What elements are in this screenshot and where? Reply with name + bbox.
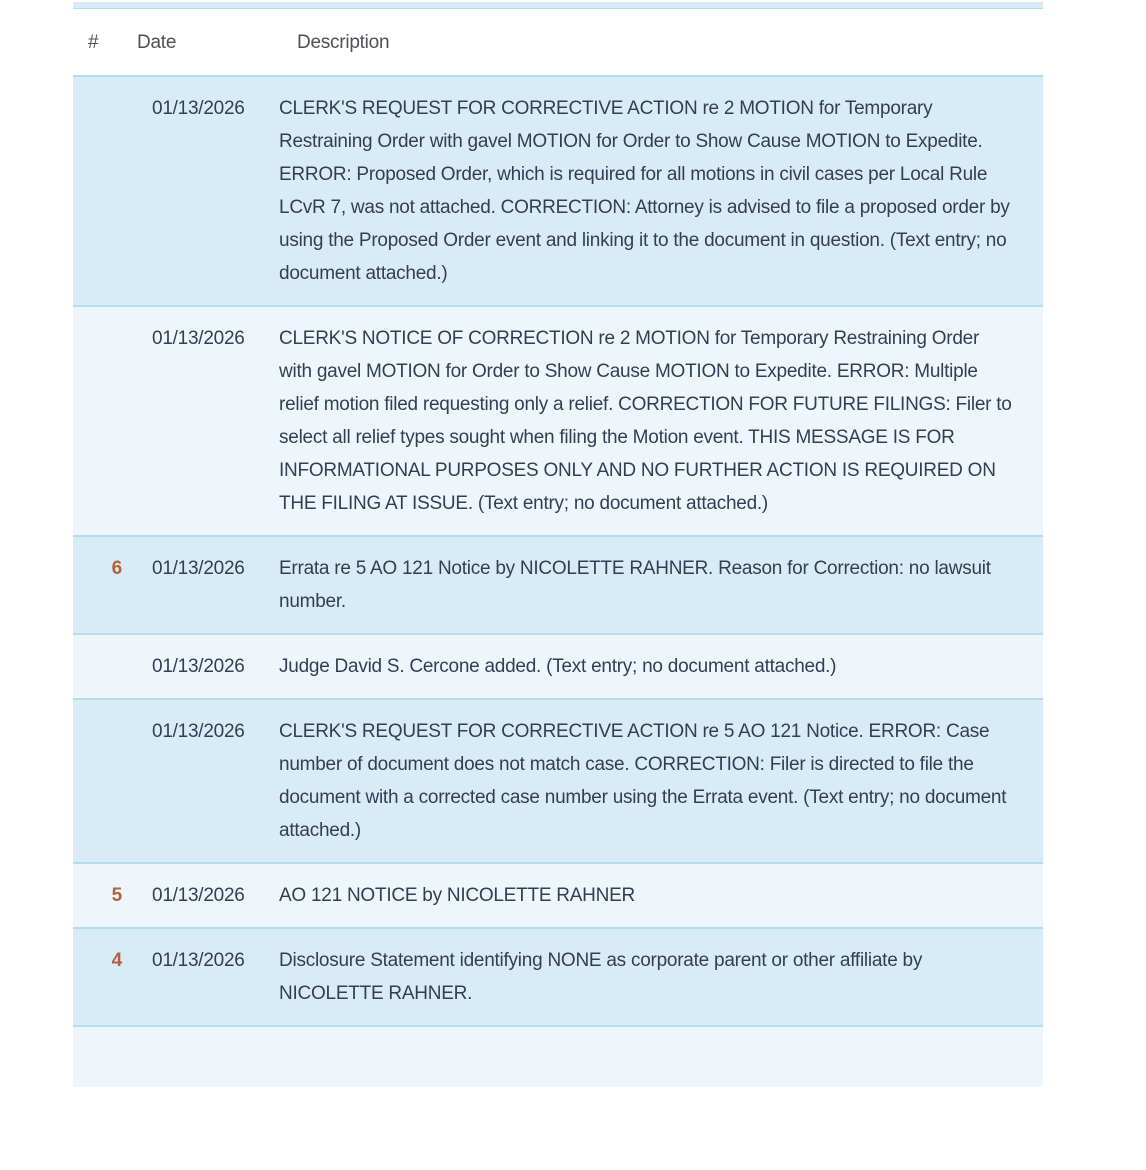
column-header-date: Date bbox=[130, 9, 278, 76]
entry-date bbox=[130, 1026, 278, 1087]
entry-description: CLERK'S REQUEST FOR CORRECTIVE ACTION re 5 AO 121 Notice. ERROR: Case number of document does not match case. CORRECTION: Filer is directed to file the document with a corrected case number using the Errata event. (Text entry; no document attached.) bbox=[279, 721, 1007, 841]
entry-number-cell bbox=[73, 699, 130, 863]
entry-date: 01/13/2026 bbox=[152, 950, 245, 971]
entry-description: Errata re 5 AO 121 Notice by NICOLETTE RAHNER. Reason for Correction: no lawsuit number. bbox=[279, 558, 991, 612]
entry-date: 01/13/2026 bbox=[152, 98, 245, 119]
entry-number-cell bbox=[73, 634, 130, 699]
entry-description: Judge David S. Cercone added. (Text entry; no document attached.) bbox=[279, 656, 837, 677]
column-header-description: Description bbox=[278, 9, 1043, 76]
previous-row-partial bbox=[73, 2, 1043, 9]
docket-entries-panel bbox=[73, 0, 1043, 1087]
entry-date: 01/13/2026 bbox=[152, 885, 245, 906]
table-row bbox=[73, 306, 1043, 536]
entry-number-cell bbox=[73, 76, 130, 306]
table-row bbox=[73, 76, 1043, 306]
entry-number-cell bbox=[73, 863, 130, 928]
docket-entries-table bbox=[73, 9, 1043, 1087]
entry-description bbox=[278, 1026, 1043, 1087]
entry-date: 01/13/2026 bbox=[152, 721, 245, 742]
table-row bbox=[73, 928, 1043, 1026]
entry-number-link[interactable]: 6 bbox=[111, 558, 122, 579]
table-row bbox=[73, 634, 1043, 699]
entry-description: AO 121 NOTICE by NICOLETTE RAHNER bbox=[279, 885, 635, 906]
entry-description: Disclosure Statement identifying NONE as corporate parent or other affiliate by NICOLETTE RAHNER. bbox=[279, 950, 923, 1004]
entry-number-cell bbox=[73, 306, 130, 536]
column-header-number: # bbox=[73, 9, 130, 76]
entry-number-link[interactable]: 5 bbox=[111, 885, 122, 906]
table-row bbox=[73, 863, 1043, 928]
entry-number-cell bbox=[73, 1026, 130, 1087]
entry-date: 01/13/2026 bbox=[152, 328, 245, 349]
entry-date: 01/13/2026 bbox=[152, 558, 245, 579]
entry-description: CLERK'S NOTICE OF CORRECTION re 2 MOTION for Temporary Restraining Order with gavel MOTION for Order to Show Cause MOTION to Expedite. ERROR: Multiple relief motion filed requesting only a relief. CORRECTION FOR FUTURE FILINGS: Filer to select all relief types sought when filing the Motion event. THIS MESSAGE IS FOR INFORMATIONAL PURPOSES ONLY AND NO FURTHER ACTION IS REQUIRED ON THE FILING AT ISSUE. (Text entry; no document attached.) bbox=[279, 328, 1012, 514]
entry-number-cell bbox=[73, 928, 130, 1026]
table-row-partial bbox=[73, 1026, 1043, 1087]
table-row bbox=[73, 699, 1043, 863]
table-row bbox=[73, 536, 1043, 634]
entry-number-cell bbox=[73, 536, 130, 634]
entry-number-link[interactable]: 4 bbox=[111, 950, 122, 971]
docket-table-header bbox=[73, 9, 1043, 76]
entry-date: 01/13/2026 bbox=[152, 656, 245, 677]
entry-description: CLERK'S REQUEST FOR CORRECTIVE ACTION re 2 MOTION for Temporary Restraining Order with gavel MOTION for Order to Show Cause MOTION to Expedite. ERROR: Proposed Order, which is required for all motions in civil cases per Local Rule LCvR 7, was not attached. CORRECTION: Attorney is advised to file a proposed order by using the Proposed Order event and linking it to the document in question. (Text entry; no document attached.) bbox=[279, 98, 1010, 284]
